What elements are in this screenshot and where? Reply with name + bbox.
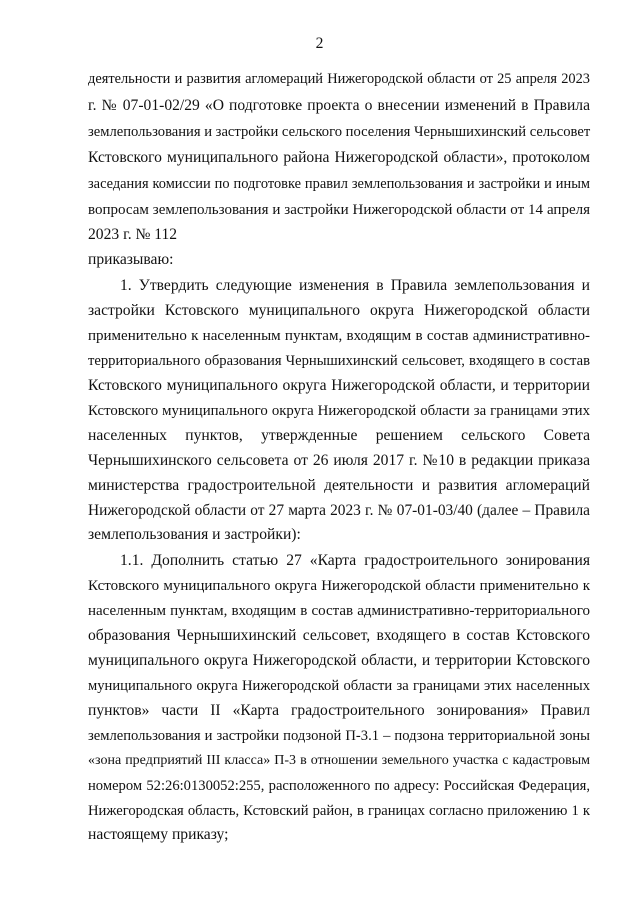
page-number: 2: [315, 35, 324, 52]
text-line: вопросам землепользования и застройки Нижегородской области от 14 апреля: [88, 202, 590, 218]
text-line: министерства градостроительной деятельности и развития агломераций: [88, 477, 590, 494]
text-line: населенным пунктам, входящим в состав административно-территориального: [88, 603, 590, 619]
text-line: Кстовского муниципального района Нижегородской области», протоколом: [88, 149, 590, 166]
text-line: применительно к населенным пунктам, входящим в состав административно-: [88, 328, 590, 344]
text-line: 1.1. Дополнить статью 27 «Карта градостроительного зонирования: [120, 552, 590, 569]
text-line: пунктов» части II «Карта градостроительного зонирования» Правил: [88, 702, 590, 719]
text-line: муниципального округа Нижегородской области за границами этих населенных: [88, 678, 590, 694]
text-line: Нижегородской области от 27 марта 2023 г. № 07-01-03/40 (далее – Правила: [88, 502, 590, 519]
text-line: землепользования и застройки):: [88, 526, 301, 543]
text-line: заседания комиссии по подготовке правил землепользования и застройки и иным: [88, 176, 590, 192]
text-line: застройки Кстовского муниципального округа Нижегородской области: [88, 302, 590, 319]
text-line: землепользования и застройки сельского поселения Чернышихинский сельсовет: [88, 124, 591, 140]
text-line: населенных пунктов, утвержденные решением сельского Совета: [88, 427, 590, 444]
text-line: г. № 07-01-02/29 «О подготовке проекта о внесении изменений в Правила: [88, 97, 590, 114]
text-line: муниципального округа Нижегородской области, и территории Кстовского: [88, 652, 590, 669]
text-line: Кстовского муниципального округа Нижегородской области применительно к: [88, 578, 590, 594]
text-line: Кстовского муниципального округа Нижегородской области, и территории: [88, 377, 590, 394]
text-line: «зона предприятий III класса» П-3 в отношении земельного участка с кадастровым: [88, 753, 590, 768]
text-line: 1. Утвердить следующие изменения в Правила землепользования и: [120, 277, 590, 294]
text-line: приказываю:: [88, 251, 174, 268]
text-line: территориального образования Чернышихинский сельсовет, входящего в состав: [88, 353, 590, 369]
text-line: 2023 г. № 112: [88, 226, 178, 243]
text-line: номером 52:26:0130052:255, расположенного по адресу: Российская Федерация,: [88, 778, 590, 794]
text-line: настоящему приказу;: [88, 826, 229, 843]
text-line: землепользования и застройки подзоной П-3.1 – подзона территориальной зоны: [88, 728, 590, 744]
text-line: Кстовского муниципального округа Нижегородской области за границами этих: [88, 403, 590, 419]
text-line: Чернышихинского сельсовета от 26 июля 2017 г. №10 в редакции приказа: [88, 452, 590, 469]
text-line: деятельности и развития агломераций Нижегородской области от 25 апреля 2023: [88, 71, 590, 87]
text-line: Нижегородская область, Кстовский район, в границах согласно приложению 1 к: [88, 803, 590, 819]
text-line: образования Чернышихинский сельсовет, входящего в состав Кстовского: [88, 627, 590, 644]
